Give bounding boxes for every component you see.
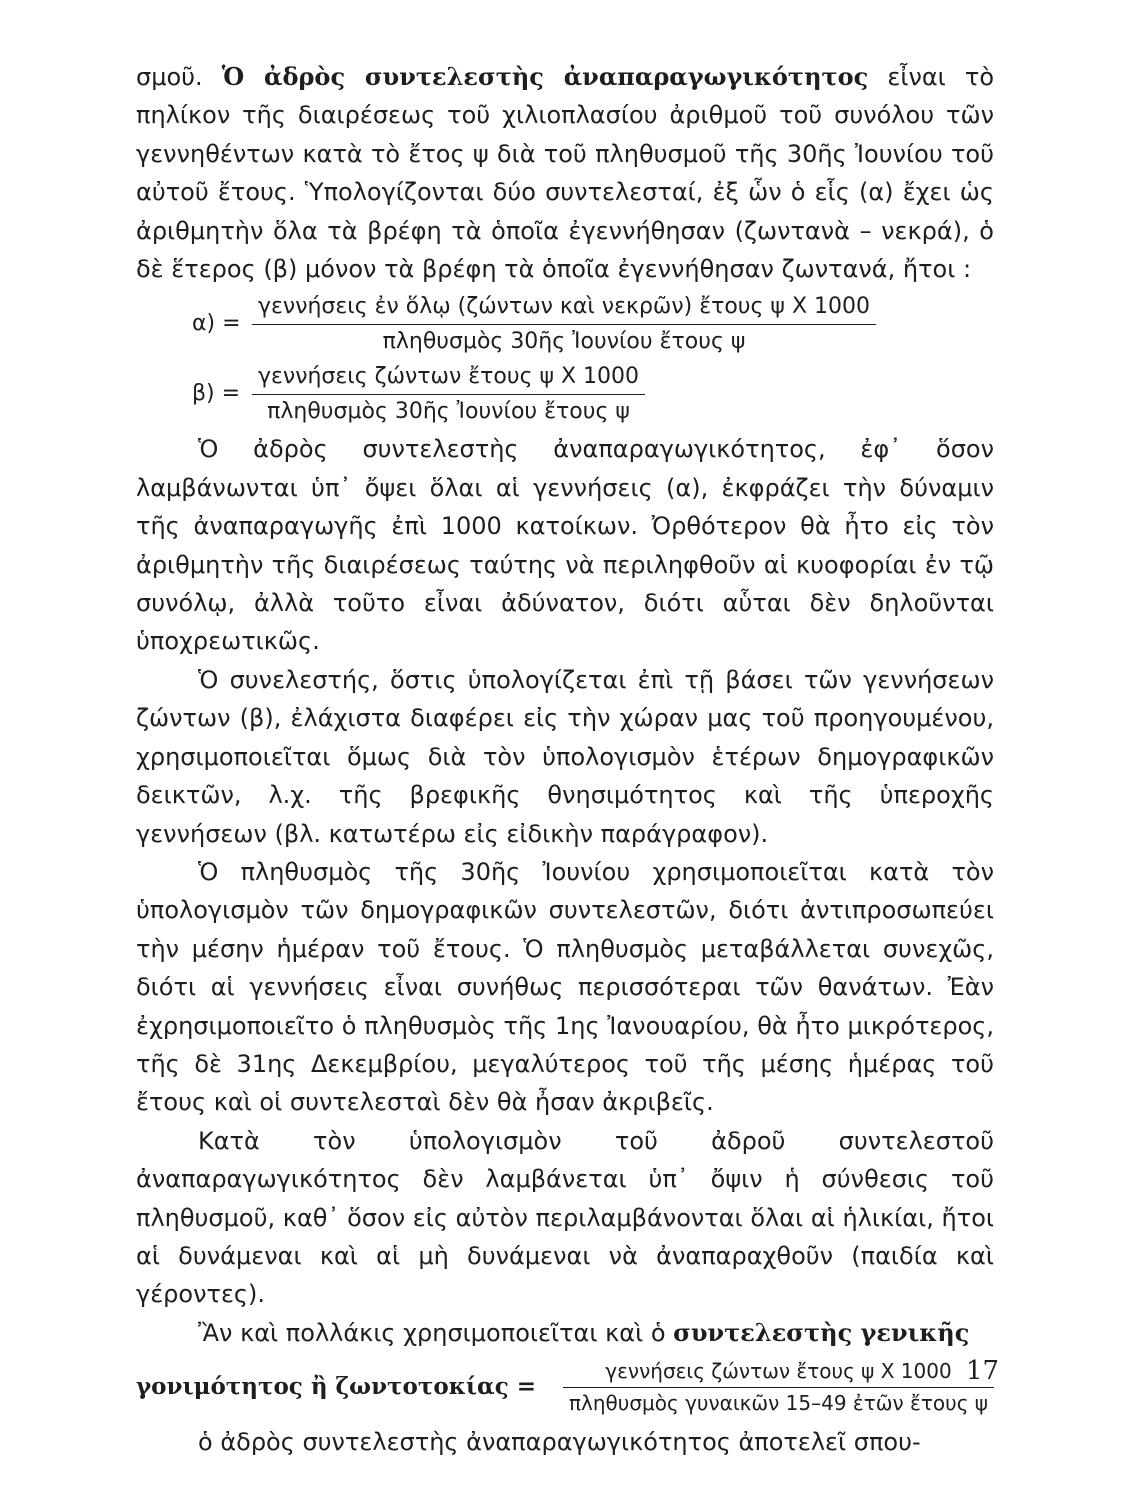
paragraph-1-rest: εἶναι τὸ πηλίκον τῆς διαιρέσεως τοῦ χιλιοπλασίου ἀριθμοῦ τοῦ συνόλου τῶν γεννηθέντων κατὰ τὸ ἔτος ψ διὰ τοῦ πληθυσμοῦ τῆς 30ῆς Ἰουνίου τοῦ αὐτοῦ ἔτους. Ὑπολογίζονται δύο συντελεσταί, ἐξ ὧν ὁ εἷς (α) ἔχει ὡς ἀριθμητὴν ὅλα τὰ βρέφη τὰ ὁποῖα ἐγεννήθησαν (ζωντανὰ – νεκρά), ὁ δὲ ἕτερος (β) μόνον τὰ βρέφη τὰ ὁποῖα ἐγεννήθησαν ζωντανά, ἤτοι : — [136, 63, 994, 284]
formula-a-label: α) = — [192, 311, 241, 337]
formula-c-denominator: πληθυσμὸς γυναικῶν 15–49 ἐτῶν ἔτους ψ — [568, 1391, 988, 1416]
formula-c-numerator: γεννήσεις ζώντων ἔτους ψ Χ 1000 — [563, 1358, 994, 1388]
formula-b-fraction — [252, 362, 645, 427]
paragraph-5: Κατὰ τὸν ὑπολογισμὸν τοῦ ἀδροῦ συντελεστοῦ ἀναπαραγωγικότητος δὲν λαμβάνεται ὑπ᾽ ὄψιν ἡ σύνθεσις τοῦ πληθυσμοῦ, καθ᾽ ὅσον εἰς αὐτὸν περιλαμβάνονται ὅλαι αἱ ἡλικίαι, ἤτοι αἱ δυνάμεναι καὶ αἱ μὴ δυνάμεναι νὰ ἀναπαραχθοῦν (παιδία καὶ γέροντες). — [136, 1126, 994, 1309]
paragraph-4: Ὁ πληθυσμὸς τῆς 30ῆς Ἰουνίου χρησιμοποιεῖται κατὰ τὸν ὑπολογισμὸν τῶν δημογραφικῶν συντελεστῶν, διότι ἀντιπροσωπεύει τὴν μέσην ἡμέραν τοῦ ἔτους. Ὁ πληθυσμὸς μεταβάλλεται συνεχῶς, διότι αἱ γεννήσεις εἶναι συνήθως περισσότεραι τῶν θανάτων. Ἐὰν ἐχρησιμοποιεῖτο ὁ πληθυσμὸς τῆς 1ης Ἰανουαρίου, θὰ ἦτο μικρότερος, τῆς δὲ 31ης Δεκεμβρίου, μεγαλύτερος τοῦ τῆς μέσης ἡμέρας τοῦ ἔτους καὶ οἱ συντελεσταὶ δὲν θὰ ἦσαν ἀκριβεῖς. — [136, 857, 994, 1117]
paragraph-6-term: συντελεστὴς γενικῆς — [673, 1317, 970, 1347]
formula-a-denominator: πληθυσμὸς 30ῆς Ἰουνίου ἔτους ψ — [382, 328, 746, 354]
paragraph-3: Ὁ συνελεστής, ὅστις ὑπολογίζεται ἐπὶ τῇ βάσει τῶν γεννήσεων ζώντων (β), ἐλάχιστα διαφέρει εἰς τὴν χώραν μας τοῦ προηγουμένου, χρησιμοποιεῖται ὅμως διὰ τὸν ὑπολογισμὸν ἑτέρων δημογραφικῶν δεικτῶν, λ.χ. τῆς βρεφικῆς θνησιμότητος καὶ τῆς ὑπεροχῆς γεννήσεων (βλ. κατωτέρω εἰς εἰδικὴν παράγραφον). — [136, 665, 994, 848]
formula-c-fraction — [563, 1358, 994, 1417]
formula-b — [192, 360, 994, 428]
paragraph-2: Ὁ ἀδρὸς συντελεστὴς ἀναπαραγωγικότητος, ἐφ᾽ ὅσον λαμβάνωνται ὑπ᾽ ὄψει ὅλαι αἱ γεννήσεις (α), ἐκφράζει τὴν δύναμιν τῆς ἀναπαραγωγῆς ἐπὶ 1000 κατοίκων. Ὀρθότερον θὰ ἦτο εἰς τὸν ἀριθμητὴν τῆς διαιρέσεως ταύτης νὰ περιληφθοῦν αἱ κυοφορίαι ἐν τῷ συνόλῳ, ἀλλὰ τοῦτο εἶναι ἀδύνατον, διότι αὗται δὲν δηλοῦνται ὑποχρεωτικῶς. — [136, 435, 994, 656]
formula-a — [192, 290, 994, 358]
formula-b-denominator: πληθυσμὸς 30ῆς Ἰουνίου ἔτους ψ — [267, 398, 630, 424]
page-number: 17 — [966, 1356, 1000, 1386]
paragraph-6-lead: Ἂν καὶ πολλάκις χρησιμοποιεῖται καὶ ὁ — [198, 1318, 674, 1347]
formula-b-label: β) = — [192, 381, 241, 407]
body-text — [136, 58, 994, 1462]
paragraph-7: ὁ ἀδρὸς συντελεστὴς ἀναπαραγωγικότητος ἀποτελεῖ σπου- — [198, 1428, 921, 1457]
formula-b-numerator: γεννήσεις ζώντων ἔτους ψ Χ 1000 — [252, 362, 645, 395]
formula-c-term: γονιμότητος ἢ ζωντοτοκίας = — [136, 1373, 537, 1401]
paragraph-1 — [136, 58, 994, 288]
formula-a-numerator: γεννήσεις ἐν ὅλῳ (ζώντων καὶ νεκρῶν) ἔτους ψ Χ 1000 — [252, 292, 876, 325]
defined-term: Ὁ ἀδρὸς συντελεστὴς ἀναπαραγωγικότητος — [221, 62, 869, 91]
formula-c — [136, 1358, 994, 1417]
paragraph-6 — [136, 1314, 994, 1352]
paragraph-1-lead: σμοῦ. — [136, 63, 222, 91]
formula-a-fraction — [252, 292, 876, 357]
